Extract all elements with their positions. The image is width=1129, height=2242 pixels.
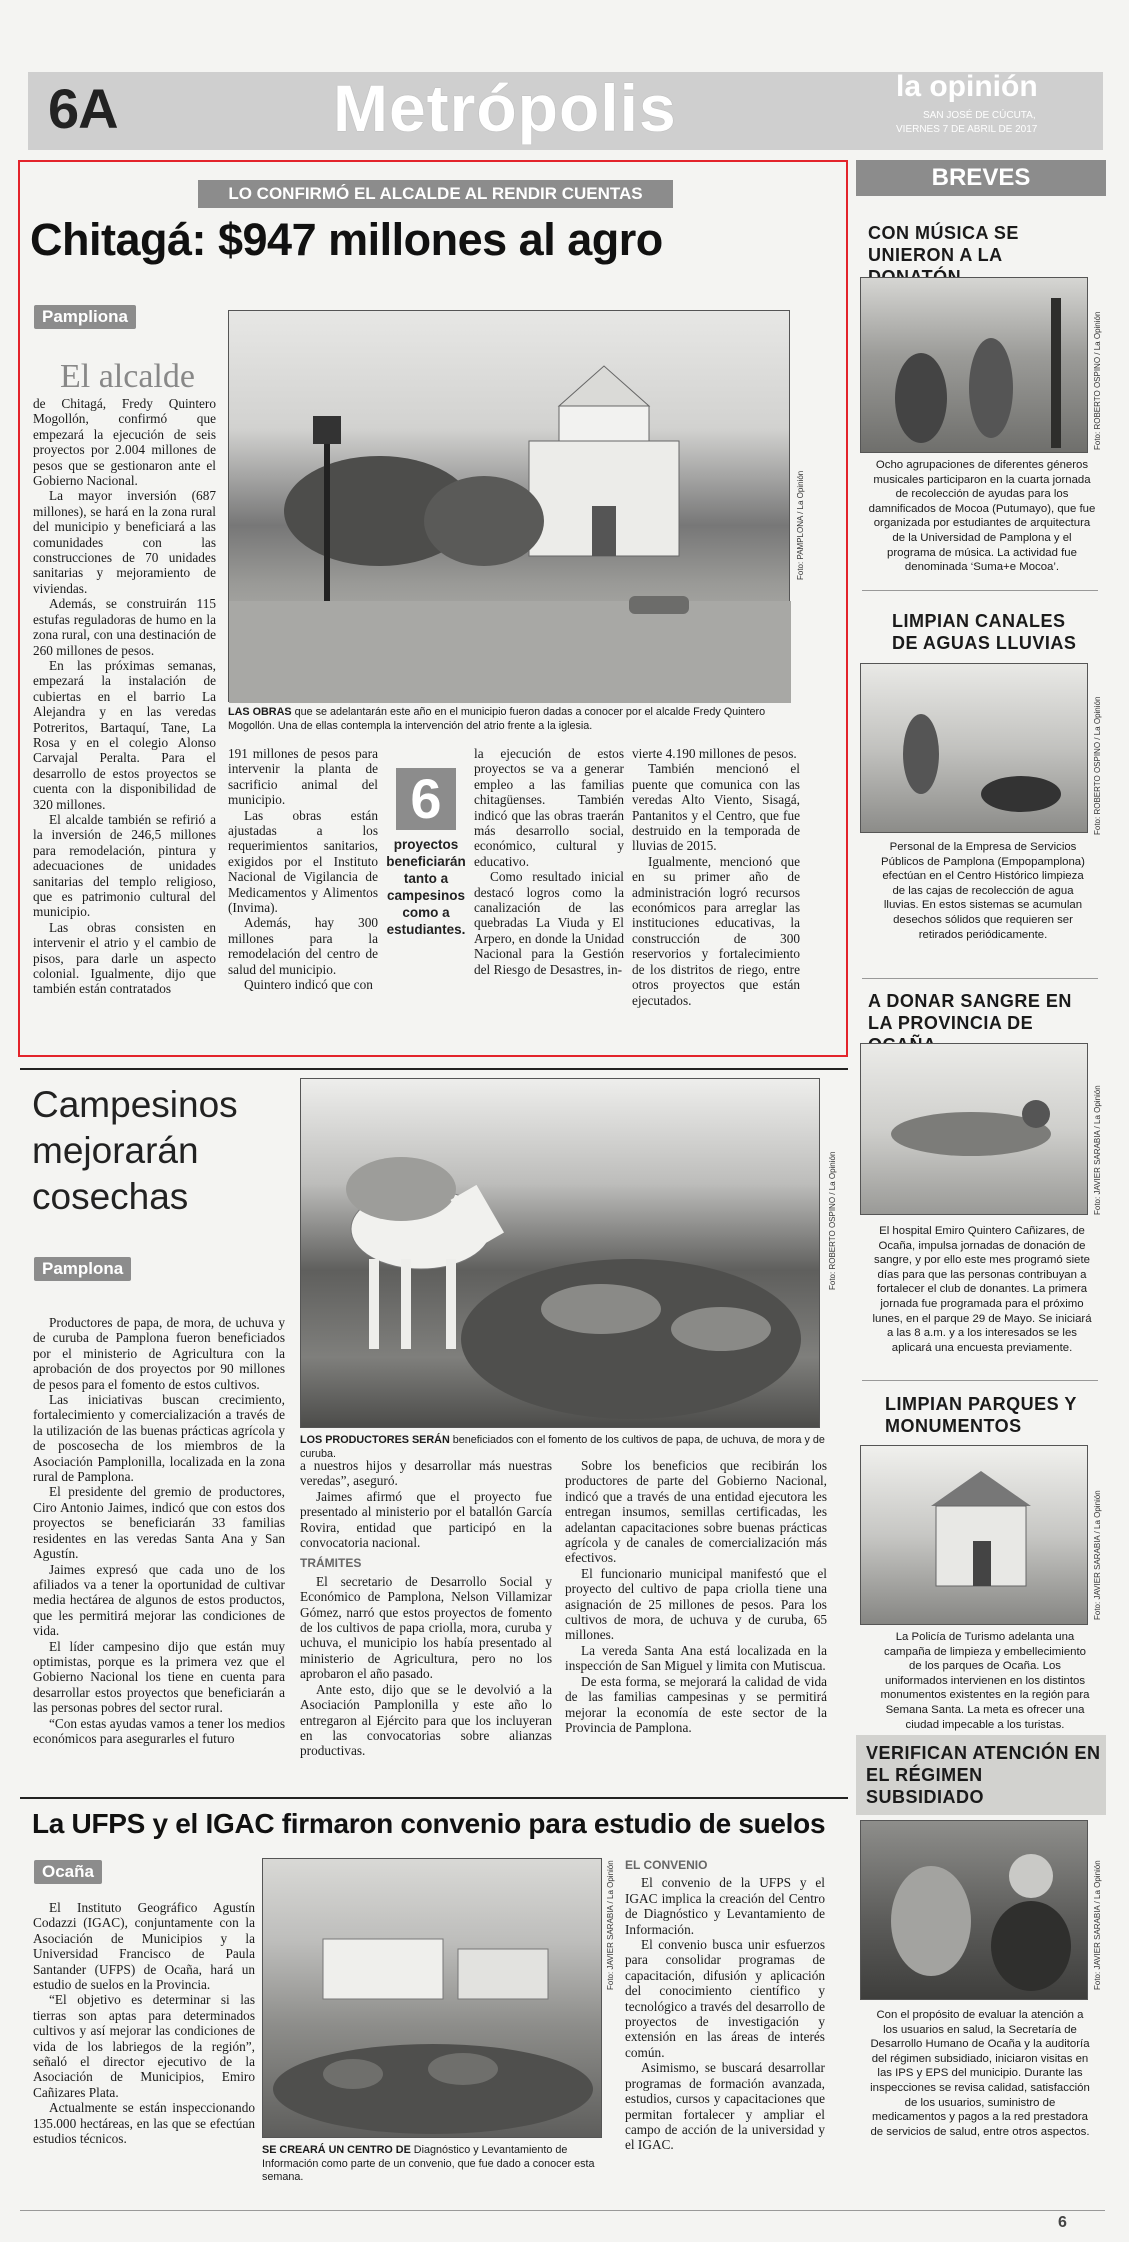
second-paragraph: Ante esto, dijo que se le devolvió a la Asociación Pamplonilla y este año lo entregaron al Ejército para que los incluyeran en las convocatorias sobre alianzas productivas. — [300, 1681, 552, 1759]
lead-paragraph: Además, hay 300 millones para la remodelación del centro de salud del municipio. — [228, 915, 378, 977]
brief-text: Ocho agrupaciones de diferentes géneros musicales participaron en la cuarta jornada de recolección de ayudas para los damnificados de Mocoa (Putumayo), que fue organizada por estudiantes de arquitectura de la Universidad de Pamplona y el programa de música. La actividad fue denominada ‘Suma+e Mocoa’. — [868, 459, 1096, 574]
second-paragraph: “Con estas ayudas vamos a tener los medios económicos para asegurarles el futuro — [33, 1715, 285, 1746]
lead-paragraph: En las próximas semanas, empezará la instalación de cubiertas en el barrio La Alejandra y en las veredas Potreritos, Bartaquí, Tane, La Rosa y en el colegio Alonso Carvajal Peralta. Para el desarrollo de estos proyectos se cuenta con la disponibilidad de 320 millones. — [33, 657, 216, 812]
band-illustration — [861, 278, 1089, 454]
second-paragraph: De esta forma, se mejorará la calidad de vida de las familias campesinas y se permitirá mejorar la economía de este sector de la Provincia de Pamplona. — [565, 1673, 827, 1735]
lead-paragraph: Las obras están ajustadas a los requerimientos sanitarios, exigidos por el Instituto Nacional de Vigilancia de Medicamentos y Alimentos (Invima). — [228, 807, 378, 916]
caption-lead: LOS PRODUCTORES SERÁN — [300, 1434, 450, 1446]
second-paragraph: El funcionario municipal manifestó que el proyecto del cultivo de papa criolla tiene una asignación de 25 millones de pesos. Para los cultivos de mora, de uchuva y de curuba, 65 millones. — [565, 1565, 827, 1643]
brief-photo — [860, 1445, 1088, 1625]
lead-paragraph: Igualmente, mencionó que en su primer año de administración logró recursos económicos para arreglar las instituciones educativas, la construcción de 300 reservorios y fortalecimiento de los distritos de riego, entre otros proyectos que están ejecutados. — [632, 853, 800, 1008]
lead-column-1 — [33, 396, 216, 997]
third-photo-caption — [262, 2144, 607, 2185]
second-paragraph: El secretario de Desarrollo Social y Económico de Pamplona, Nelson Villamizar Gómez, narró que estos proyectos de fomento de los cultivos de papa criolla, mora, curuba y uchuva, el municipio los había presentado al ministerio de Agricultura, pero no los aprobaron el año pasado. — [300, 1573, 552, 1682]
third-place-label: Ocaña — [34, 1860, 102, 1884]
masthead — [28, 62, 1103, 162]
lead-place-tag — [34, 305, 136, 329]
second-paragraph: Sobre los beneficios que recibirán los productores de parte del Gobierno Nacional, indicó que a través de una entidad ejecutora les entregan insumos, semillas certificadas, les adelantan capacitaciones sobre buenas prácticas agrícola y de canales de comercialización más efectivos. — [565, 1458, 827, 1566]
caption-lead: SE CREARÁ UN CENTRO DE — [262, 2144, 411, 2156]
third-subhead: EL CONVENIO — [625, 1858, 708, 1872]
second-photo — [300, 1078, 820, 1428]
lead-paragraph: Quintero indicó que con — [244, 977, 373, 993]
second-photo-caption — [300, 1434, 830, 1461]
second-paragraph: Jaimes expresó que cada uno de los afiliados va a tener la oportunidad de cultivar media hectárea de algunos de estos productos, que les permitirá mejorar las condiciones de vida. — [33, 1561, 285, 1639]
second-headline: Campesinos mejorarán cosechas — [32, 1084, 238, 1217]
second-paragraph: a nuestros hijos y desarrollar más nuestras veredas”, aseguró. — [300, 1458, 552, 1489]
lead-paragraph: Como resultado inicial destacó logros como la canalización de las quebradas La Viuda y El Arpero, en donde la Unidad Nacional para la Gestión del Riesgo de Desastres, in- — [474, 869, 624, 977]
second-paragraph: La vereda Santa Ana está localizada en la inspección de San Miguel y limita con Mutiscua. — [565, 1642, 827, 1674]
third-photo-credit: Foto: JAVIER SARABIA / La Opinión — [606, 1860, 615, 1990]
brief-photo-credit: Foto: JAVIER SARABIA / La Opinión — [1093, 1085, 1102, 1215]
monument-illustration — [861, 1446, 1089, 1626]
lead-kicker: LO CONFIRMÓ EL ALCALDE AL RENDIR CUENTAS — [198, 180, 673, 208]
second-column-3 — [565, 1458, 827, 1735]
third-place-tag — [34, 1860, 102, 1884]
lead-headline: Chitagá: $947 millones al agro — [30, 214, 663, 265]
health-visit-illustration — [861, 1821, 1089, 2001]
church-illustration — [229, 311, 791, 703]
lead-drop-lead: El alcalde — [60, 358, 195, 395]
second-photo-credit: Foto: ROBERTO OSPINO / La Opinión — [828, 1151, 837, 1290]
brief-text: Personal de la Empresa de Servicios Públicos de Pamplona (Empopamplona) efectúan en el Centro Histórico limpieza de las cajas de recolección de agua lluvias. En estos sistemas se acumulan desechos sólidos que requieren ser retirados periódicamente. — [881, 841, 1085, 941]
divider — [20, 1797, 848, 1799]
lead-paragraph: vierte 4.190 millones de pesos. — [632, 746, 797, 761]
third-paragraph: “El objetivo es determinar si las tierras son aptas para determinados cultivos y así mejorar las condiciones de vida de los labriegos de la región”, señaló el director ejecutivo de la Asociación de Municipios, Emiro Cañizares Plata. — [33, 1992, 255, 2100]
lead-paragraph: El alcalde también se refirió a la inversión de 246,5 millones para remodelación, pintura y adecuaciones de unidades sanitarias del templo religioso, que es patrimonio cultural del municipio. — [33, 811, 216, 920]
caption-body: Diagnóstico y Levantamiento de Información como parte de un convenio, que fue dado a conocer esta semana. — [262, 2144, 595, 2183]
lead-place-label: Pampliona — [34, 305, 136, 329]
meeting-illustration — [263, 1859, 603, 2139]
lead-paragraph: la ejecución de estos proyectos se va a generar empleo a las familias chitagüenses. También indicó que las obras traerán más desarrollo social, económico, cultural y educativo. — [474, 746, 624, 869]
brief-headline: CON MÚSICA SE UNIERON A LA — [868, 223, 1019, 265]
brief-photo — [860, 1820, 1088, 2000]
footer-page-mark: 6 — [1058, 2214, 1067, 2231]
pull-quote-text: proyectos beneficiarán tanto a campesinos como a estudiantes. — [386, 837, 466, 937]
section-title: Metrópolis — [333, 71, 677, 145]
third-paragraph: El Instituto Geográfico Agustín Codazzi (IGAC), conjuntamente con la Asociación de Municipios y la Universidad Francisco de Paula Santander (UFPS) de Ocaña, hará un estudio de suelos en la Provincia. — [33, 1900, 255, 1993]
third-column-3 — [625, 1858, 825, 2153]
divider — [20, 1068, 848, 1070]
lead-photo-credit: Foto: PAMPLONA / La Opinión — [796, 470, 805, 580]
brand-logo: la opinión — [896, 70, 1038, 103]
lead-paragraph: Además, se construirán 115 estufas reguladoras de humo en la zona rural, con una destinación de 260 millones de pesos. — [33, 596, 216, 658]
lead-column-2 — [228, 746, 378, 993]
lead-paragraph: 191 millones de pesos para intervenir la planta de sacrificio animal del municipio. — [228, 746, 378, 808]
second-paragraph: Productores de papa, de mora, de uchuva y de curuba de Pamplona fueron beneficiados por el ministerio de Agricultura con la aprobación de dos proyectos por 90 millones de pesos para el fomento de estos cultivos. — [33, 1315, 285, 1392]
second-place-tag — [34, 1257, 131, 1281]
second-column-1 — [33, 1315, 285, 1746]
lead-paragraph: de Chitagá, Fredy Quintero Mogollón, confirmó que empezará la ejecución de seis proyectos por 2.004 millones de pesos que se gestionaron ante el Gobierno Nacional. — [33, 396, 216, 489]
brief-divider — [862, 1380, 1098, 1381]
caption-body: beneficiados con el fomento de los cultivos de papa, de uchuva, de mora y de curuba. — [300, 1434, 825, 1460]
brief-divider — [862, 978, 1098, 979]
brief-headline: LIMPIAN CANALES DE AGUAS LLUVIAS — [892, 611, 1077, 653]
second-paragraph: El presidente del gremio de productores, Ciro Antonio Jaimes, indicó que con estos dos proyectos se beneficiarán 33 familias residentes en las veredas Santa Ana y San Agustín. — [33, 1484, 285, 1562]
caption-lead: LAS OBRAS — [228, 706, 292, 718]
pull-quote-number: 6 — [396, 768, 456, 830]
pull-quote — [384, 768, 468, 968]
second-place-label: Pamplona — [34, 1257, 131, 1281]
brief-headline: LIMPIAN PARQUES Y MONUMENTOS — [885, 1394, 1077, 1436]
brief-photo — [860, 663, 1088, 833]
second-paragraph: Jaimes afirmó que el proyecto fue presentado al ministerio por el batallón García Rovira, entidad que participó en la convocatoria nacional. — [300, 1488, 552, 1551]
brief-headline: A DONAR SANGRE EN LA PROVINCIA DE — [868, 991, 1072, 1033]
lead-photo — [228, 310, 790, 702]
second-paragraph: Las iniciativas buscan crecimiento, fortalecimiento y comercialización a través de la utilización de las buenas prácticas agrícola y de poscosecha de los miembros de la Asociación Pamplonilla, localizada en la zona rural de Pamplona. — [33, 1392, 285, 1485]
masthead-date: VIERNES 7 DE ABRIL DE 2017 — [896, 124, 1038, 135]
brief-photo-credit: Foto: ROBERTO OSPINO / La Opinión — [1093, 311, 1102, 450]
third-column-1 — [33, 1900, 255, 2147]
lead-paragraph: Las obras consisten en intervenir el atrio y el cambio de pisos, para darle un aspecto colonial. Igualmente, dijo que también están contratados — [33, 919, 216, 997]
lead-photo-caption — [228, 706, 808, 733]
brief-photo-credit: Foto: JAVIER SARABIA / La Opinión — [1093, 1490, 1102, 1620]
horse-illustration — [301, 1079, 821, 1429]
lead-column-4 — [632, 746, 800, 1008]
brief-photo-credit: Foto: ROBERTO OSPINO / La Opinión — [1093, 696, 1102, 835]
third-paragraph: El convenio busca unir esfuerzos para consolidar programas de capacitación, difusión y aplicación del conocimiento científico y tecnológico a través del desarrollo de proyectos de investigación y extensión en las áreas de interés común. — [625, 1937, 825, 2060]
second-column-2 — [300, 1458, 552, 1759]
lead-paragraph: La mayor inversión (687 millones), se hará en la zona rural del municipio y beneficiará a las comunidades con las construcciones de 70 unidades sanitarias y mejoramiento de viviendas. — [33, 488, 216, 596]
third-headline: La UFPS y el IGAC firmaron convenio para estudio de suelos — [32, 1808, 826, 1839]
brief-photo-credit: Foto: JAVIER SARABIA / La Opinión — [1093, 1860, 1102, 1990]
workers-illustration — [861, 664, 1089, 834]
third-paragraph: Actualmente se están inspeccionando 135.000 hectáreas, en las que se efectúan estudios técnicos. — [33, 2100, 255, 2147]
brief-headline: VERIFICAN ATENCIÓN EN EL RÉGIMEN SUBSIDIADO — [866, 1743, 1101, 1807]
second-paragraph: El líder campesino dijo que están muy optimistas, porque es la primera vez que el Gobierno Nacional los tiene en cuenta para desarrollar estos proyectos que beneficiarán a las personas pobres del sector rural. — [33, 1638, 285, 1716]
brief-text: El hospital Emiro Quintero Cañizares, de Ocaña, impulsa jornadas de donación de sangre, y por ello este mes programó siete días para que las personas contribuyan a fortalecer el club de donantes. La primera jornada fue programada para el próximo lunes, en el parque 29 de Mayo. Se iniciará a las 8 a.m. y a los interesados se les aplicará una encuesta previamente. — [872, 1225, 1092, 1354]
second-subhead: TRÁMITES — [300, 1556, 362, 1571]
lead-column-3 — [474, 746, 624, 977]
footer-rule — [20, 2210, 1105, 2211]
brief-photo — [860, 1043, 1088, 1215]
third-paragraph: El convenio de la UFPS y el IGAC implica la creación del Centro de Diagnóstico y Levantamiento de Información. — [625, 1875, 825, 1937]
donor-illustration — [861, 1044, 1089, 1216]
brief-divider — [862, 590, 1098, 591]
brief-photo — [860, 277, 1088, 453]
third-photo — [262, 1858, 602, 2138]
masthead-city: SAN JOSÉ DE CÚCUTA, — [923, 110, 1036, 121]
third-paragraph: Asimismo, se buscará desarrollar programas de formación avanzada, estudios, cursos y capacitaciones que permitan fortalecer y ampliar el campo de acción de la universidad y el IGAC. — [625, 2060, 825, 2153]
caption-body: que se adelantarán este año en el municipio fueron dadas a conocer por el alcalde Fredy Quintero Mogollón. Una de ellas contempla la intervención del atrio frente a la iglesia. — [228, 706, 766, 732]
page-number: 6A — [48, 77, 118, 140]
brief-text: La Policía de Turismo adelanta una campaña de limpieza y embellecimiento de los parques de Ocaña. Los uniformados intervienen en los distintos monumentos existentes en la región para Semana Santa. La meta es ofrecer una ciudad impecable a los turistas. — [880, 1631, 1090, 1731]
briefs-title: BREVES — [856, 160, 1106, 196]
lead-paragraph: También mencionó el puente que comunica con las veredas Alto Viento, Sisagá, Pantanitos y el Centro, que fue destruido en la temporada de lluvias de 2015. — [632, 761, 800, 854]
brief-text: Con el propósito de evaluar la atención a los usuarios en salud, la Secretaría de Desarrollo Humano de Ocaña y la auditoría del régimen subsidiado, iniciaron visitas en las IPS y EPS del municipio. Durante las inspecciones se revisa calidad, satisfacción de los usuarios, suministro de medicamentos y pagos a la red prestadora de servicios de salud, entre otros aspectos. — [870, 2009, 1090, 2138]
